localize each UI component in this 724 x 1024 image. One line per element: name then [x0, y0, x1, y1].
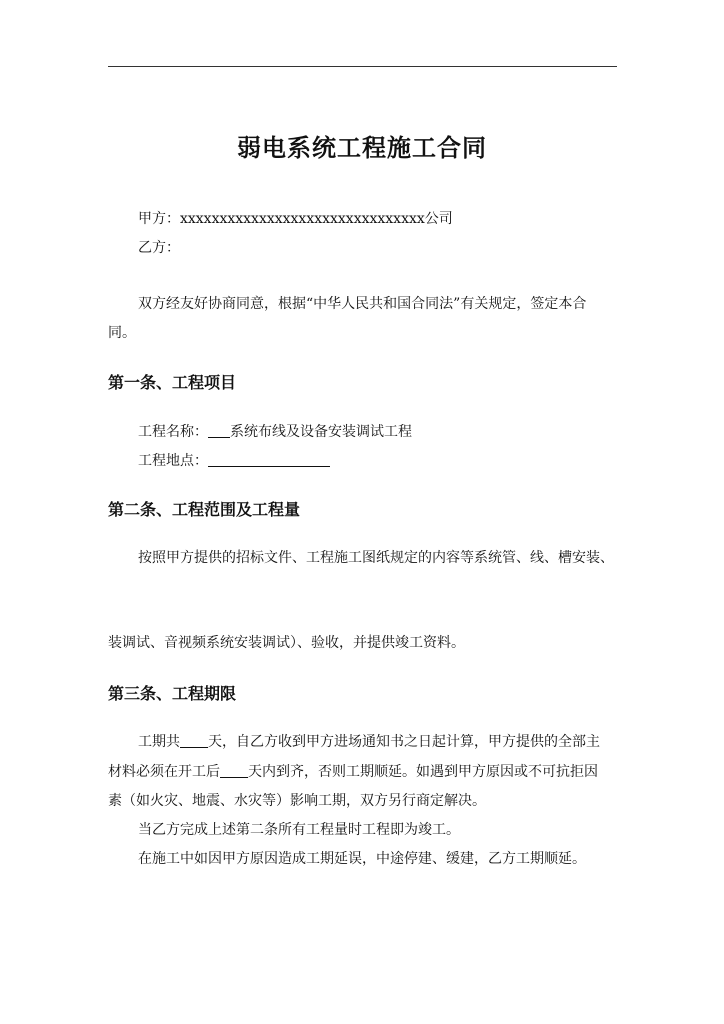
period-line-1 [138, 731, 600, 751]
duration-days-blank [180, 734, 208, 748]
project-location-blank [208, 453, 330, 467]
project-location-line [138, 450, 330, 470]
scope-line-2: 装调试、音视频系统安装调试）、验收，并提供竣工资料。 [108, 635, 465, 651]
period-line-1-start: 工期共 [138, 734, 180, 750]
party-a-line: 甲方：xxxxxxxxxxxxxxxxxxxxxxxxxxxxxxx公司 [138, 211, 453, 227]
document-title: 弱电系统工程施工合同 [237, 133, 487, 162]
material-days-blank [220, 764, 248, 778]
intro-paragraph-line-2: 同。 [108, 325, 136, 341]
project-name-label: 工程名称： [138, 424, 208, 440]
period-line-2-end: 天内到齐，否则工期顺延。如遇到甲方原因或不可抗拒因 [248, 764, 598, 780]
period-line-2-start: 材料必须在开工后 [108, 764, 220, 780]
party-b-line: 乙方： [138, 240, 180, 256]
project-name-blank [208, 424, 230, 438]
period-line-5: 在施工中如因甲方原因造成工期延误，中途停建、缓建，乙方工期顺延。 [138, 851, 586, 867]
article-2-heading: 第二条、工程范围及工程量 [108, 500, 301, 519]
period-line-2 [108, 761, 598, 781]
period-line-3: 素（如火灾、地震、水灾等）影响工期，双方另行商定解决。 [108, 793, 486, 809]
article-1-heading: 第一条、工程项目 [108, 373, 237, 392]
article-3-heading: 第三条、工程期限 [108, 684, 237, 703]
intro-paragraph-line-1: 双方经友好协商同意，根据“中华人民共和国合同法”有关规定，签定本合 [138, 296, 587, 312]
period-line-4: 当乙方完成上述第二条所有工程量时工程即为竣工。 [138, 822, 460, 838]
period-line-1-end: 天，自乙方收到甲方进场通知书之日起计算，甲方提供的全部主 [208, 734, 600, 750]
project-name-value: 系统布线及设备安装调试工程 [230, 424, 412, 440]
project-location-label: 工程地点： [138, 453, 208, 469]
scope-line-1: 按照甲方提供的招标文件、工程施工图纸规定的内容等系统管、线、槽安装、 [138, 550, 614, 566]
header-rule [108, 66, 617, 67]
project-name-line [138, 421, 412, 441]
